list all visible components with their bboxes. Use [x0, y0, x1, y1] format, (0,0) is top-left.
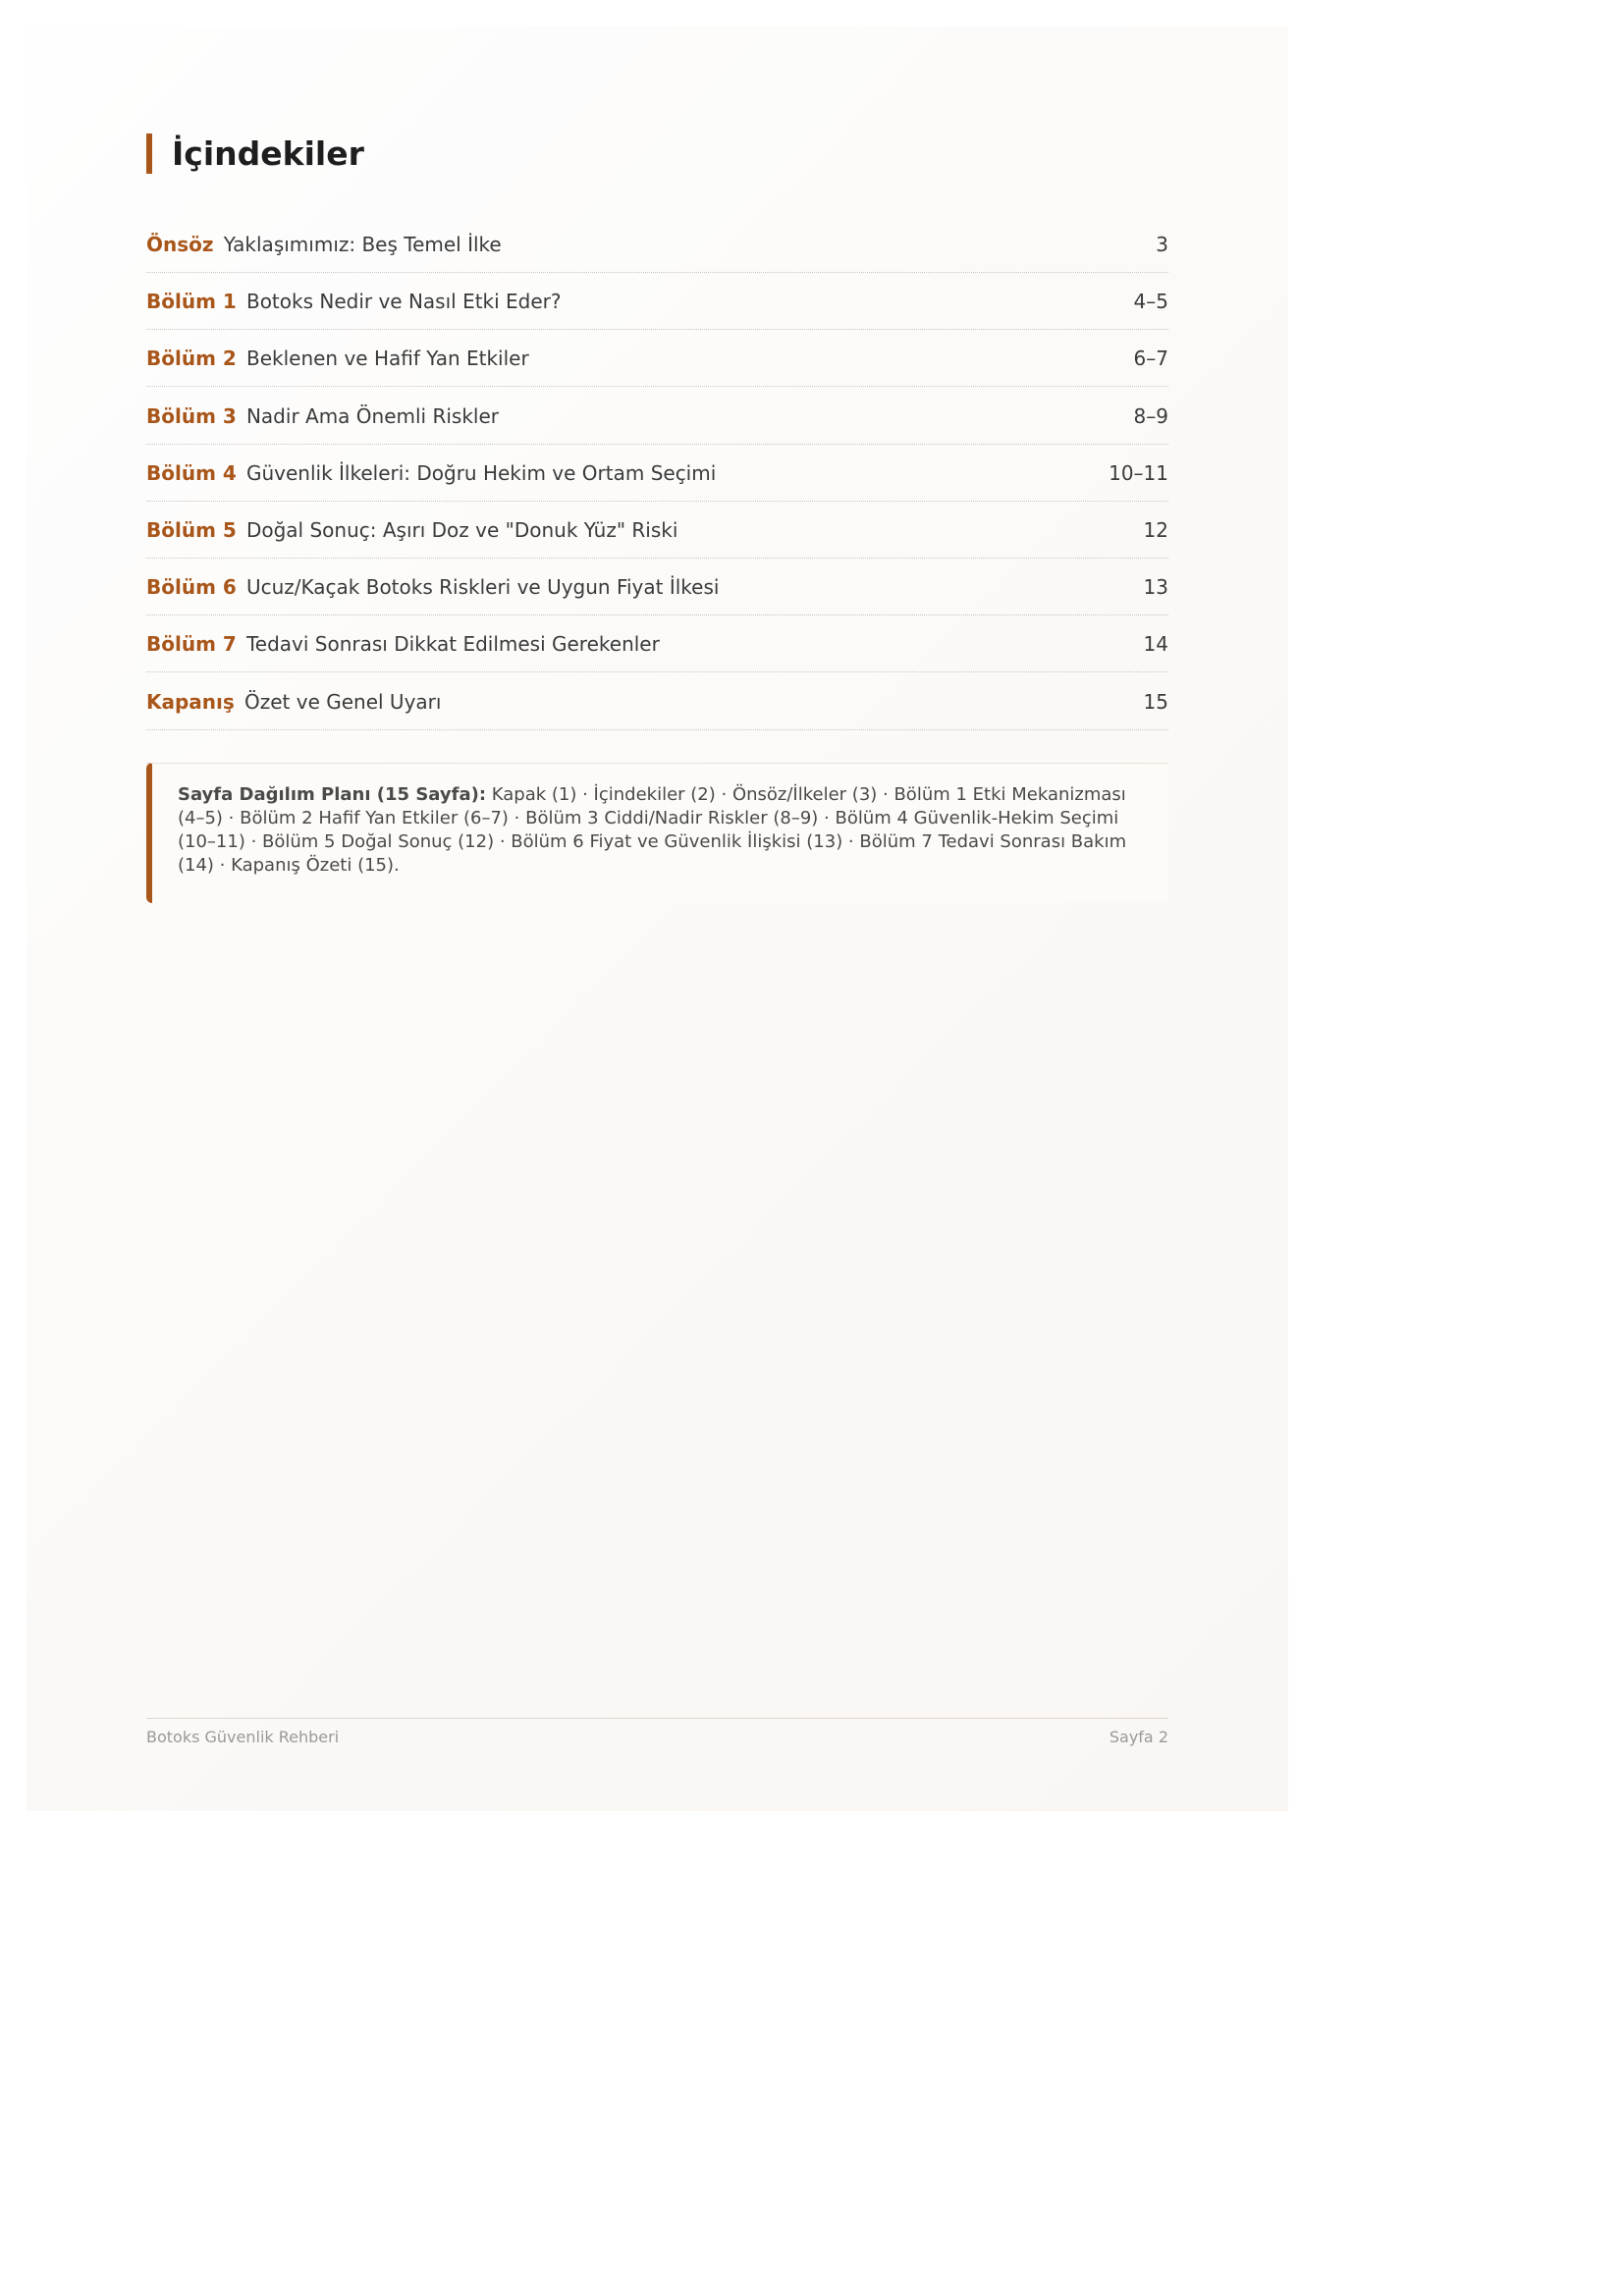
toc-row[interactable]	[146, 674, 1168, 730]
toc-row[interactable]	[146, 274, 1168, 330]
toc-page-number: 6–7	[1133, 347, 1168, 371]
toc-label: Bölüm 1	[146, 290, 237, 314]
toc-title: Ucuz/Kaçak Botoks Riskleri ve Uygun Fiyat İlkesi	[245, 575, 720, 600]
page-distribution-note	[146, 763, 1168, 903]
note-heading: Sayfa Dağılım Planı (15 Sayfa):	[178, 784, 487, 805]
toc-row[interactable]	[146, 217, 1168, 273]
toc-title: Tedavi Sonrası Dikkat Edilmesi Gerekenler	[245, 632, 660, 657]
toc-row[interactable]	[146, 503, 1168, 559]
toc-page-number: 10–11	[1109, 460, 1168, 485]
toc-title: Yaklaşımımız: Beş Temel İlke	[223, 233, 502, 256]
toc-title: Beklenen ve Hafif Yan Etkiler	[245, 347, 529, 371]
toc-page-number: 14	[1143, 632, 1168, 657]
toc-page-number: 8–9	[1133, 403, 1168, 428]
toc-label: Kapanış	[146, 689, 235, 714]
toc-row[interactable]	[146, 446, 1168, 502]
toc-title: Botoks Nedir ve Nasıl Etki Eder?	[245, 290, 562, 314]
toc-title: Özet ve Genel Uyarı	[243, 689, 442, 714]
toc-page-number: 15	[1143, 689, 1168, 714]
toc-label: Bölüm 5	[146, 517, 237, 542]
page-content	[146, 27, 1168, 1811]
toc-row[interactable]	[146, 560, 1168, 615]
toc-page-number: 13	[1143, 575, 1168, 600]
toc-row[interactable]	[146, 331, 1168, 387]
toc-row[interactable]	[146, 616, 1168, 672]
toc-page-number: 12	[1143, 517, 1168, 542]
toc-title: Nadir Ama Önemli Riskler	[245, 403, 500, 428]
document-page	[27, 27, 1288, 1811]
page-footer	[146, 1718, 1168, 1746]
toc-label: Bölüm 3	[146, 403, 237, 428]
toc-label: Bölüm 4	[146, 460, 237, 485]
footer-page-number: Sayfa 2	[1109, 1728, 1168, 1746]
page-title: İçindekiler	[146, 133, 364, 174]
toc-page-number: 3	[1156, 233, 1168, 256]
toc-label: Önsöz	[146, 233, 214, 256]
footer-document-title: Botoks Güvenlik Rehberi	[146, 1728, 340, 1746]
toc-label: Bölüm 7	[146, 632, 237, 657]
toc-label: Bölüm 6	[146, 575, 237, 600]
note-text: Kapak (1) · İçindekiler (2) · Önsöz/İlkeler (3) · Bölüm 1 Etki Mekanizması (4–5) · Bölüm 2 Hafif Yan Etkiler (6–7) · Bölüm 3 Ciddi/Nadir Riskler (8–9) · Bölüm 4 Güvenlik-Hekim Seçimi (10–11) · Bölüm 5 Doğal Sonuç (12) · Bölüm 6 Fiyat ve Güvenlik İlişkisi (13) · Bölüm 7 Tedavi Sonrası Bakım (14) · Kapanış Özeti (15).	[178, 784, 1127, 876]
toc-title: Güvenlik İlkeleri: Doğru Hekim ve Ortam Seçimi	[245, 460, 717, 485]
toc-page-number: 4–5	[1133, 290, 1168, 314]
toc-row[interactable]	[146, 389, 1168, 445]
table-of-contents	[146, 217, 1168, 731]
toc-title: Doğal Sonuç: Aşırı Doz ve "Donuk Yüz" Riski	[245, 517, 678, 542]
toc-label: Bölüm 2	[146, 347, 237, 371]
